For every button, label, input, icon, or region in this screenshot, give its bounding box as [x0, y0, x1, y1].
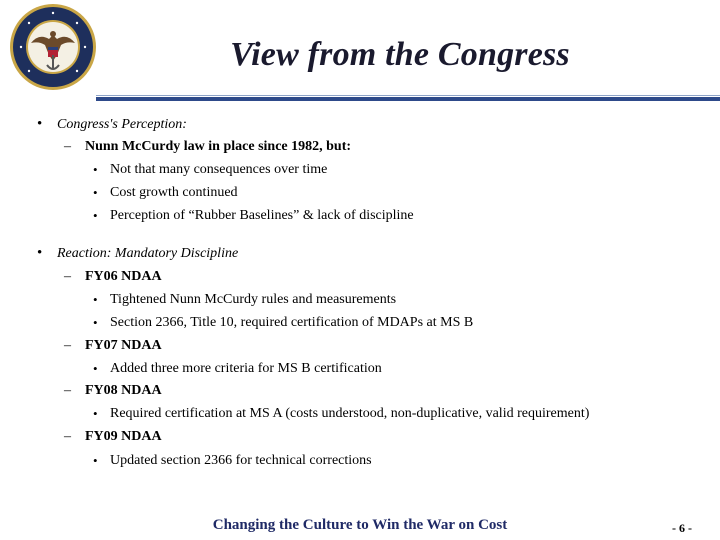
title-divider — [96, 97, 720, 101]
bullet-dot-icon: • — [37, 245, 43, 261]
bullet-dot-icon: • — [93, 185, 98, 200]
bullet-dot-icon: • — [93, 208, 98, 223]
dash-icon: – — [64, 139, 71, 154]
footer-text: Changing the Culture to Win the War on Cost — [212, 517, 508, 533]
bullet-dot-icon: • — [93, 361, 98, 376]
bullet-dot-icon: • — [37, 116, 43, 132]
dash-icon: – — [64, 338, 71, 353]
dash-icon: – — [64, 269, 71, 284]
bullet-dot-icon: • — [93, 162, 98, 177]
bullet-dot-icon: • — [93, 315, 98, 330]
page-number: - 6 - — [672, 521, 692, 535]
dash-icon: – — [64, 383, 71, 398]
bullet-dot-icon: • — [93, 406, 98, 421]
slide-title: View from the Congress — [230, 36, 570, 73]
navy-seal-icon — [9, 3, 97, 91]
bullet-dot-icon: • — [93, 292, 98, 307]
title-divider-thin — [96, 95, 720, 96]
bullet-dot-icon: • — [93, 453, 98, 468]
dash-icon: – — [64, 429, 71, 444]
